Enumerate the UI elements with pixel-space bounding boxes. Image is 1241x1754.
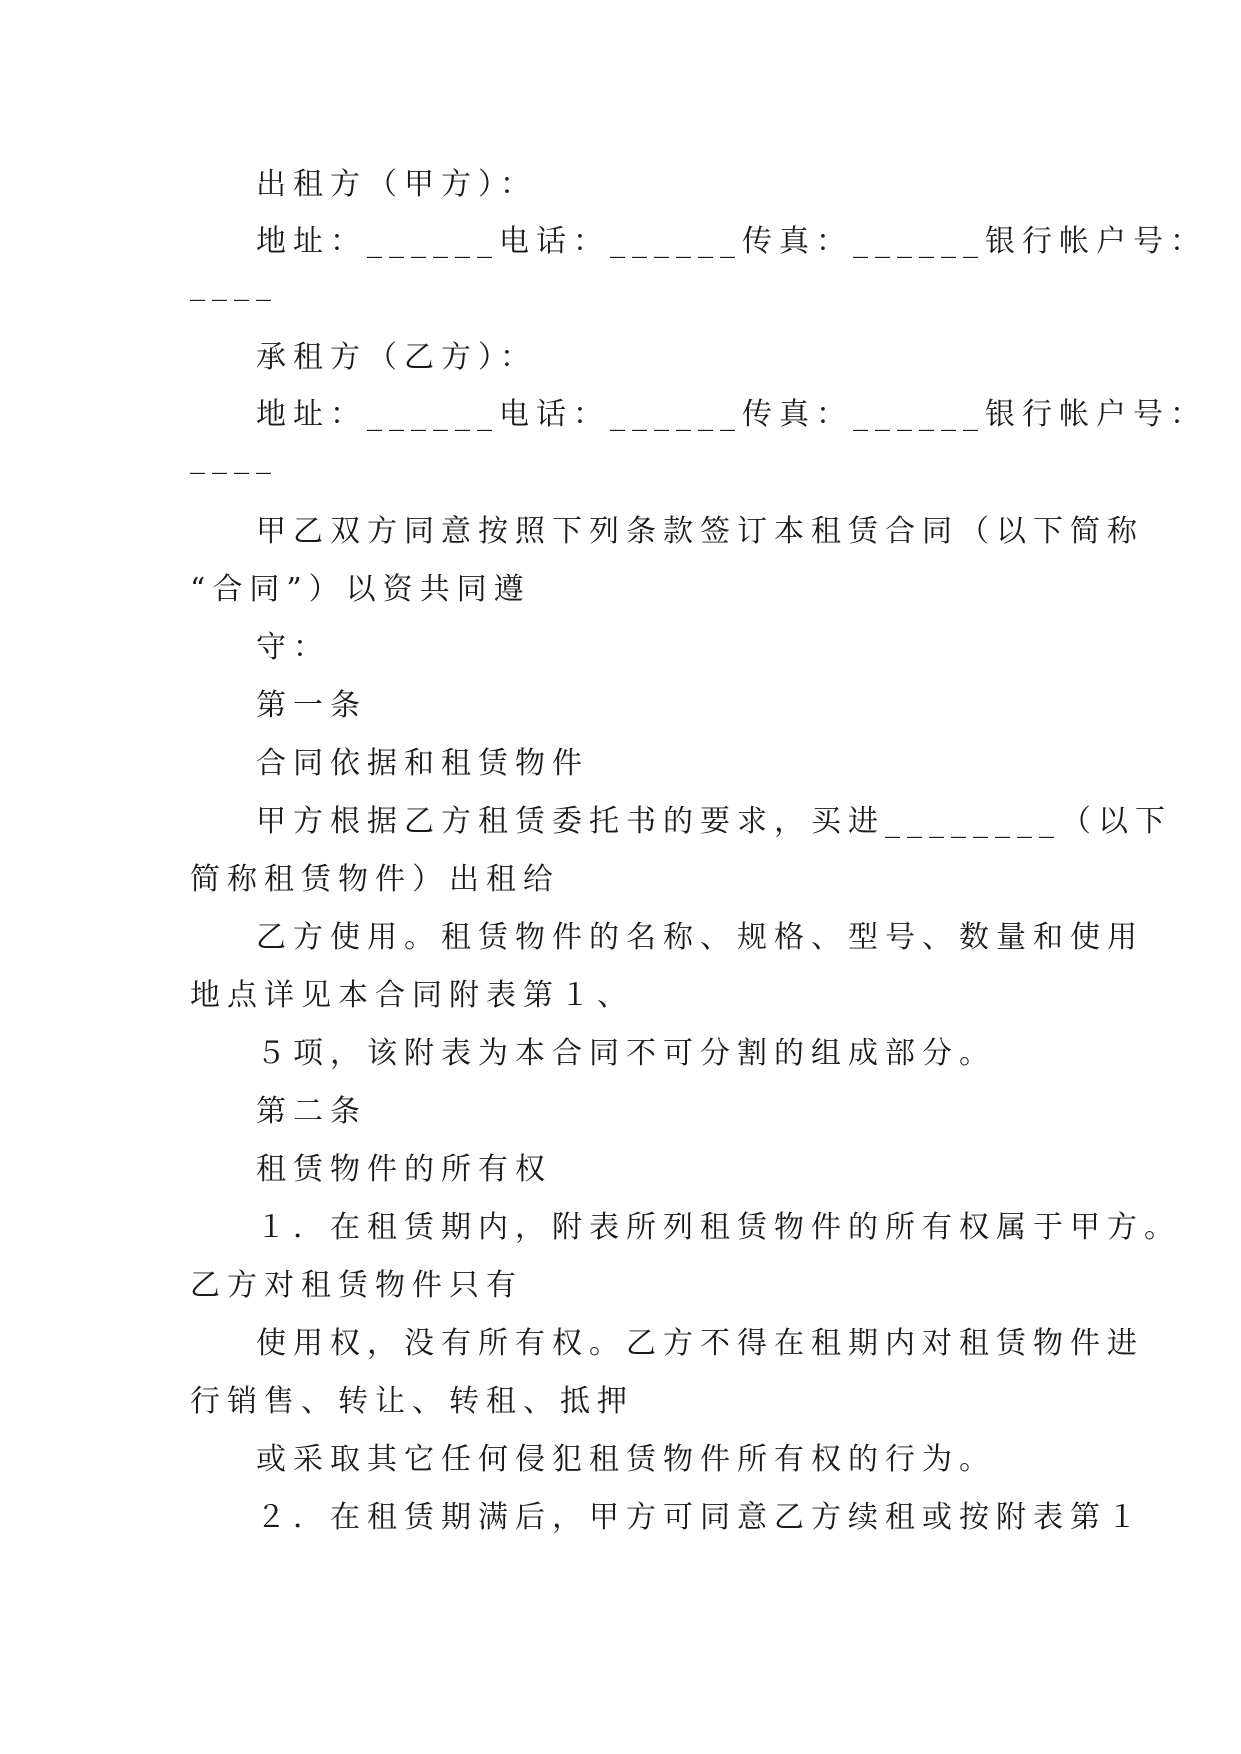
article-1-para-line-1: 甲方根据乙方租赁委托书的要求，买进________（以下 xyxy=(256,804,1172,839)
preamble-line-3: 守： xyxy=(256,630,330,665)
article-2-number: 第二条 xyxy=(256,1094,367,1129)
article-2-title: 租赁物件的所有权 xyxy=(256,1152,552,1187)
article-1-para-line-2: 简称租赁物件）出租给 xyxy=(190,862,560,897)
article-2-clause-1-line-4: 行销售、转让、转租、抵押 xyxy=(190,1384,634,1419)
lessee-heading: 承租方（乙方）： xyxy=(256,340,537,375)
lessor-account-blank: ____ xyxy=(190,267,278,302)
lessor-contact-line: 地址：______电话：______传真：______银行帐户号： xyxy=(256,224,1207,259)
article-2-clause-2-line-1: ２．在租赁期满后，甲方可同意乙方续租或按附表第１ xyxy=(256,1500,1144,1535)
article-1-para-line-4: 地点详见本合同附表第１、 xyxy=(190,978,634,1013)
lessor-heading: 出租方（甲方）： xyxy=(256,167,537,202)
article-1-para-line-5: ５项，该附表为本合同不可分割的组成部分。 xyxy=(256,1036,996,1071)
preamble-line-2: “合同”）以资共同遵 xyxy=(190,572,531,607)
preamble-line-1: 甲乙双方同意按照下列条款签订本租赁合同（以下简称 xyxy=(256,514,1144,549)
lessee-account-blank: ____ xyxy=(190,440,278,475)
article-1-number: 第一条 xyxy=(256,688,367,723)
article-1-para-line-3: 乙方使用。租赁物件的名称、规格、型号、数量和使用 xyxy=(256,920,1144,955)
article-1-title: 合同依据和租赁物件 xyxy=(256,746,589,781)
article-2-clause-1-line-2: 乙方对租赁物件只有 xyxy=(190,1268,523,1303)
article-2-clause-1-line-3: 使用权，没有所有权。乙方不得在租期内对租赁物件进 xyxy=(256,1326,1144,1361)
article-2-clause-1-line-5: 或采取其它任何侵犯租赁物件所有权的行为。 xyxy=(256,1442,996,1477)
article-2-clause-1-line-1: １．在租赁期内，附表所列租赁物件的所有权属于甲方。 xyxy=(256,1210,1181,1245)
lessee-contact-line: 地址：______电话：______传真：______银行帐户号： xyxy=(256,397,1207,432)
